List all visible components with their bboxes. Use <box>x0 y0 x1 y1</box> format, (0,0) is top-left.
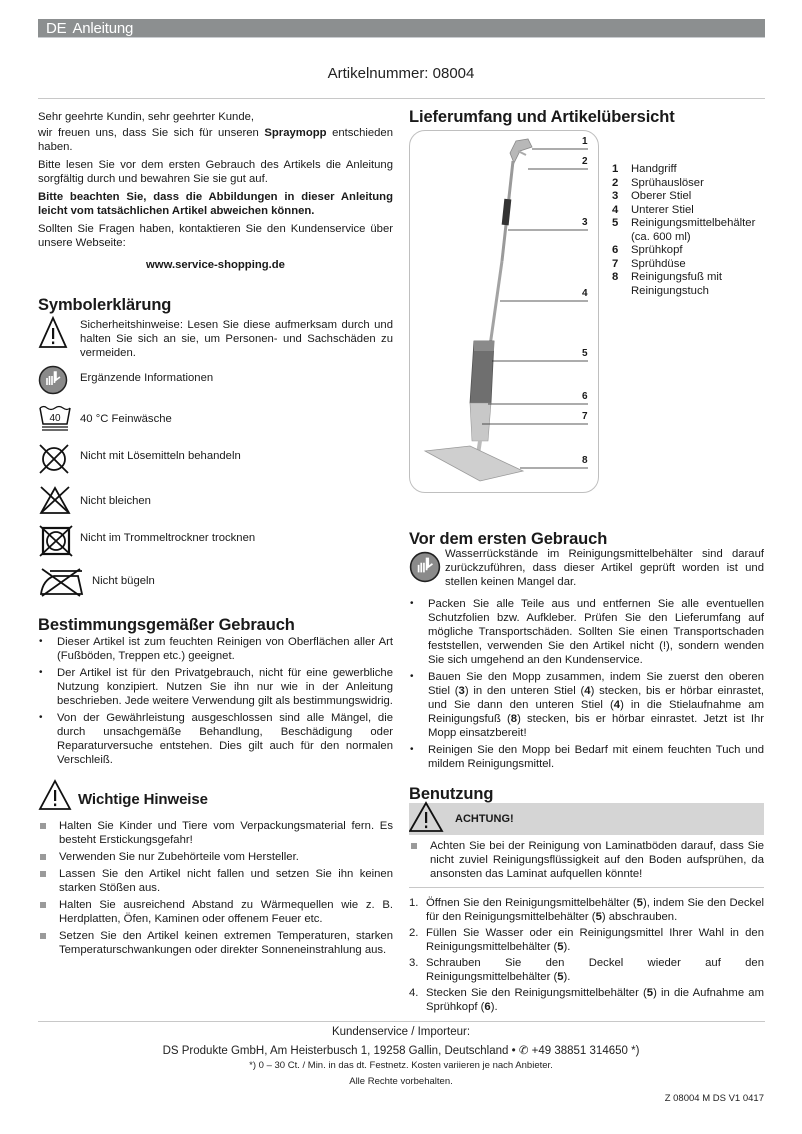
no-iron-icon <box>38 566 92 602</box>
usage-warning-list <box>409 839 764 881</box>
list-item: Lassen Sie den Artikel nicht fallen und setzen Sie ihn keinen starken Stößen aus. <box>38 867 393 895</box>
left-column <box>38 110 393 960</box>
warning-banner <box>409 803 764 835</box>
step-item: 1. Öffnen Sie den Reinigungsmittelbehälter (5), indem Sie den Deckel für den Reinigungsmittelbehälter (5) abschrauben. <box>409 897 764 923</box>
website-link[interactable]: www.service-shopping.de <box>146 259 285 271</box>
right-column <box>409 110 764 1016</box>
spray-mop-icon <box>410 131 600 494</box>
symbol-row: Nicht mit Lösemitteln behandeln <box>38 443 393 479</box>
part-item: 7 Sprühdüse <box>612 257 686 270</box>
important-list <box>38 819 393 957</box>
greeting: Sehr geehrte Kundin, sehr geehrter Kunde, <box>38 111 255 123</box>
symbol-row: Sicherheitshinweise: Lesen Sie diese aufmerksam durch und halten Sie sich an sie, um Personen- und Sachschäden zu vermeiden. <box>38 316 393 360</box>
divider <box>38 98 765 99</box>
header-title: Anleitung <box>72 20 134 37</box>
header-bar <box>38 19 765 38</box>
list-item: Verwenden Sie nur Zubehörteile vom Hersteller. <box>38 850 393 864</box>
callout-label: 5 <box>582 348 588 359</box>
overview-title: Lieferumfang und Artikelübersicht <box>409 108 675 126</box>
mop-illustration <box>409 130 599 493</box>
wash-40-icon <box>38 404 80 438</box>
symbols-title: Symbolerklärung <box>38 296 172 314</box>
callout-label: 8 <box>582 455 588 466</box>
symbol-row: 40 40 °C Feinwäsche <box>38 404 393 438</box>
part-item: 2 Sprühauslöser <box>612 176 704 189</box>
no-solvent-icon <box>38 443 80 479</box>
info-hand-icon <box>38 365 80 399</box>
usage-steps <box>409 896 764 1014</box>
symbol-row: Nicht bleichen <box>38 484 393 520</box>
intro-paragraph-2: Bitte lesen Sie vor dem ersten Gebrauch des Artikels die Anleitung sorgfältig durch und bewahren Sie sie gut auf. <box>38 159 393 185</box>
step-item: 4. Stecken Sie den Reinigungsmittelbehälter (5) in die Aufnahme am Sprühkopf (6). <box>409 987 764 1013</box>
part-item: 3 Oberer Stiel <box>612 190 692 202</box>
part-item: 5 Reinigungsmittelbehälter (ca. 600 ml) <box>612 217 756 243</box>
warning-triangle-icon <box>409 801 445 837</box>
list-item: • Bauen Sie den Mopp zusammen, indem Sie zuerst den oberen Stiel (3) in den unteren Stiel (4) stecken, bis er hörbar einrastet, und Sie dann den unteren Stiel (4) in die Stielaufnahme am Reinigungsfuß (8) stecken, bis er hörbar einrastet. Jetzt ist Ihr Mopp einsatzbereit! <box>409 670 764 740</box>
usage-title: Benutzung <box>409 785 494 803</box>
divider <box>409 887 764 888</box>
list-item: • Reinigen Sie den Mopp bei Bedarf mit einem feuchten Tuch und mildem Reinigungsmittel. <box>409 743 764 771</box>
document-code: Z 08004 M DS V1 0417 <box>664 1093 764 1104</box>
language-code: DE <box>46 20 67 37</box>
footer-address: DS Produkte GmbH, Am Heisterbusch 1, 19258 Gallin, Deutschland • ✆ +49 38851 314650 *) <box>162 1045 640 1057</box>
intended-use-title: Bestimmungsgemäßer Gebrauch <box>38 616 295 634</box>
svg-text:40: 40 <box>49 413 61 424</box>
intro-notice: Bitte beachten Sie, dass die Abbildungen in dieser Anleitung leicht vom tatsächlichen Artikel abweichen können. <box>38 191 393 217</box>
list-item: Halten Sie ausreichend Abstand zu Wärmequellen wie z. B. Herdplatten, Öfen, Kaminen oder offenem Feuer etc. <box>38 898 393 926</box>
first-use-title: Vor dem ersten Gebrauch <box>409 530 608 548</box>
list-item: Setzen Sie den Artikel keinen extremen Temperaturen, starken Temperaturschwankungen oder direkter Sonneneinstrahlung aus. <box>38 929 393 957</box>
no-bleach-icon <box>38 484 80 520</box>
callout-label: 2 <box>582 156 588 167</box>
callout-label: 7 <box>582 411 588 422</box>
symbol-row: Ergänzende Informationen <box>38 365 393 399</box>
callout-label: 6 <box>582 391 588 402</box>
footer-cost-note: *) 0 – 30 Ct. / Min. in das dt. Festnetz. Kosten variieren je nach Anbieter. <box>249 1060 553 1071</box>
intro-paragraph-1: wir freuen uns, dass Sie sich für unseren Spraymopp entschieden haben. <box>38 127 393 153</box>
intended-use-list <box>38 635 393 767</box>
first-use-list <box>409 597 764 771</box>
important-title: Wichtige Hinweise <box>78 791 208 808</box>
callout-label: 4 <box>582 288 588 299</box>
parts-list <box>612 163 772 298</box>
symbol-row: Nicht im Trommeltrockner trocknen <box>38 525 393 561</box>
important-header <box>38 779 393 815</box>
part-item: 1 Handgriff <box>612 163 677 175</box>
first-use-note: Wasserrückstände im Reinigungsmittelbehälter sind darauf zurückzuführen, dass dieser Artikel geprüft worden ist und stellen keinen Mangel dar. <box>409 547 764 589</box>
list-item: Halten Sie Kinder und Tiere vom Verpackungsmaterial fern. Es besteht Erstickungsgefahr! <box>38 819 393 847</box>
list-item: • Von der Gewährleistung ausgeschlossen sind alle Mängel, die durch unsachgemäße Behandlung, Beschädigung oder Reparaturversuche entstehen. Dies gilt auch für den normalen Verschleiß. <box>38 711 393 767</box>
list-item: • Der Artikel ist für den Privatgebrauch, nicht für eine gewerbliche Nutzung konzipiert. Nutzen Sie ihn nur wie in der Anleitung beschrieben. Jede weitere Verwendung gilt als bestimmungswidrig. <box>38 666 393 708</box>
list-item: Achten Sie bei der Reinigung von Laminatböden darauf, dass Sie nicht zuviel Reinigungsflüssigkeit auf den Boden aufsprühen, da ansonsten das Laminat aufquellen könnte! <box>409 839 764 881</box>
footer-service-label: Kundenservice / Importeur: <box>331 1026 471 1038</box>
part-item: 8 Reinigungsfuß mit Reinigungstuch <box>612 271 723 297</box>
info-hand-icon <box>409 547 445 589</box>
intro-paragraph-3: Sollten Sie Fragen haben, kontaktieren Sie den Kundenservice über unsere Webseite: <box>38 223 393 249</box>
step-item: 2. Füllen Sie Wasser oder ein Reinigungsmittel Ihrer Wahl in den Reinigungsmittelbehälter (5). <box>409 927 764 953</box>
list-item: • Packen Sie alle Teile aus und entfernen Sie alle eventuellen Schutzfolien bzw. Aufkleber. Prüfen Sie den Lieferumfang auf mögliche Transportschäden. Sollten Sie einen Transportschaden feststellen, verwenden Sie den Artikel nicht (!), sondern wenden Sie sich umgehend an den Kundenservice. <box>409 597 764 667</box>
part-item: 6 Sprühkopf <box>612 244 683 256</box>
step-item: 3. Schrauben Sie den Deckel wieder auf den Reinigungsmittelbehälter (5). <box>409 957 764 983</box>
warning-triangle-icon <box>38 316 80 354</box>
callout-label: 1 <box>582 136 588 147</box>
list-item: • Dieser Artikel ist zum feuchten Reinigen von Oberflächen aller Art (Fußböden, Treppen etc.) geeignet. <box>38 635 393 663</box>
footer-rights: Alle Rechte vorbehalten. <box>349 1076 453 1087</box>
symbols-list <box>38 316 393 602</box>
warning-triangle-icon <box>38 779 72 815</box>
warning-label: ACHTUNG! <box>455 813 514 825</box>
symbol-row: Nicht bügeln <box>38 566 393 602</box>
part-item: 4 Unterer Stiel <box>612 203 694 216</box>
divider <box>38 1021 765 1022</box>
no-tumble-dry-icon <box>38 525 80 561</box>
overview-section <box>409 130 764 500</box>
callout-label: 3 <box>582 217 588 228</box>
article-number: Artikelnummer: 08004 <box>327 65 475 82</box>
